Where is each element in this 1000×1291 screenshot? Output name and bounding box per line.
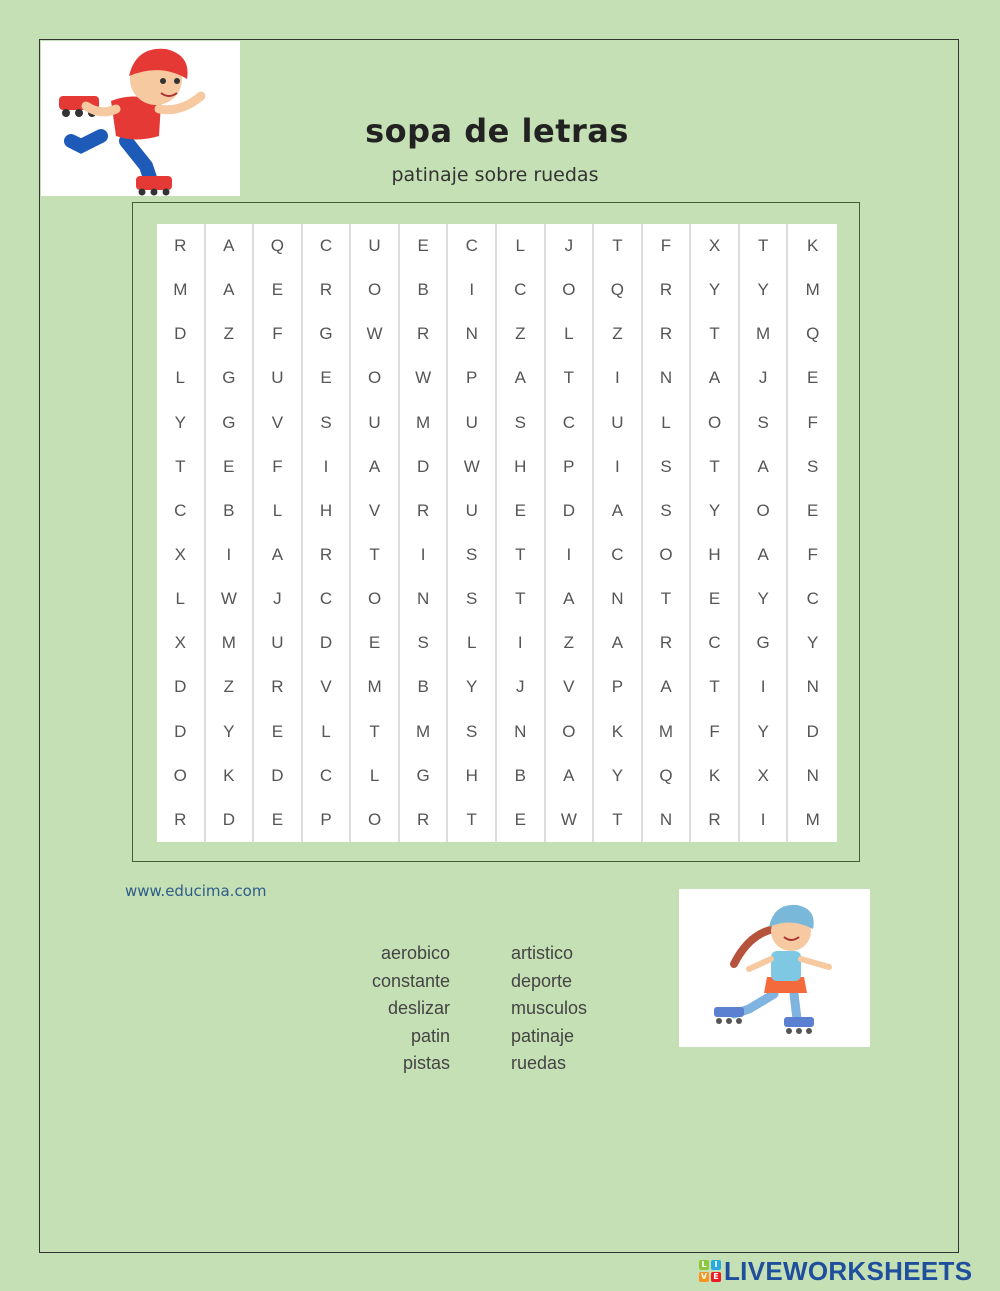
grid-cell[interactable]: R [303, 533, 352, 577]
word-item: patin [410, 1025, 450, 1046]
grid-cell[interactable]: T [497, 533, 546, 577]
grid-cell[interactable]: A [691, 356, 740, 400]
grid-cell[interactable]: F [643, 224, 692, 268]
grid-cell[interactable]: T [546, 356, 595, 400]
grid-cell[interactable]: R [643, 312, 692, 356]
grid-cell[interactable]: A [546, 754, 595, 798]
grid-cell[interactable]: R [643, 268, 692, 312]
grid-cell[interactable]: O [157, 754, 206, 798]
grid-cell[interactable]: S [448, 710, 497, 754]
logo-square: E [711, 1272, 721, 1282]
grid-cell[interactable]: I [546, 533, 595, 577]
grid-cell[interactable]: O [643, 533, 692, 577]
grid-cell[interactable]: N [643, 798, 692, 842]
grid-cell[interactable]: Q [806, 324, 820, 344]
grid-cell[interactable]: R [400, 489, 449, 533]
grid-cell[interactable]: Z [497, 312, 546, 356]
grid-cell[interactable]: S [400, 621, 449, 665]
grid-cell[interactable]: D [400, 445, 449, 489]
grid-cell[interactable]: M [206, 621, 255, 665]
grid-cell[interactable]: W [351, 312, 400, 356]
grid-cell[interactable]: M [740, 312, 789, 356]
grid-cell[interactable]: N [643, 356, 692, 400]
website-link[interactable]: www.educima.com [125, 882, 267, 900]
grid-cell[interactable]: E [807, 500, 819, 520]
grid-cell[interactable]: I [594, 445, 643, 489]
grid-cell[interactable]: O [351, 356, 400, 400]
grid-cell[interactable]: X [157, 621, 206, 665]
grid-cell[interactable]: P [303, 798, 352, 842]
grid-cell[interactable]: M [805, 809, 820, 829]
grid-cell[interactable]: A [497, 356, 546, 400]
grid-cell[interactable]: E [206, 445, 255, 489]
grid-cell[interactable]: G [740, 621, 789, 665]
brand-text: LIVEWORKSHEETS [724, 1255, 973, 1286]
grid-cell[interactable]: O [691, 401, 740, 445]
grid-cell[interactable]: K [594, 710, 643, 754]
grid-cell[interactable]: H [448, 754, 497, 798]
girl-skater-illustration [679, 889, 870, 1047]
grid-cell[interactable]: F [807, 412, 818, 432]
grid-cell[interactable]: C [157, 489, 206, 533]
grid-cell[interactable]: I [400, 533, 449, 577]
grid-cell[interactable]: M [400, 710, 449, 754]
grid-cell[interactable]: Q [643, 754, 692, 798]
grid-cell[interactable]: Y [740, 577, 789, 621]
grid-cell[interactable]: M [643, 710, 692, 754]
grid-cell[interactable]: X [157, 533, 206, 577]
grid-cell[interactable]: A [643, 665, 692, 709]
grid-cell[interactable]: C [303, 577, 352, 621]
grid-cell[interactable]: T [448, 798, 497, 842]
grid-cell[interactable]: L [497, 224, 546, 268]
grid-cell[interactable]: Y [206, 710, 255, 754]
grid-cell[interactable]: A [594, 621, 643, 665]
grid-cell[interactable]: C [448, 224, 497, 268]
grid-cell[interactable]: E [400, 224, 449, 268]
grid-cell[interactable]: W [206, 577, 255, 621]
grid-cell[interactable]: S [807, 456, 819, 476]
grid-cell[interactable]: P [594, 665, 643, 709]
grid-cell[interactable]: K [206, 754, 255, 798]
grid-cell[interactable]: U [254, 356, 303, 400]
grid-cell[interactable]: A [254, 533, 303, 577]
grid-cell[interactable]: A [594, 489, 643, 533]
grid-cell[interactable]: V [351, 489, 400, 533]
grid-cell[interactable]: R [400, 798, 449, 842]
grid-cell[interactable]: M [351, 665, 400, 709]
word-list-left [372, 940, 450, 1078]
grid-cell[interactable]: B [497, 754, 546, 798]
grid-cell[interactable]: T [691, 665, 740, 709]
grid-cell[interactable]: E [691, 577, 740, 621]
grid-cell[interactable]: G [303, 312, 352, 356]
grid-cell[interactable]: N [497, 710, 546, 754]
grid-cell[interactable]: S [740, 401, 789, 445]
grid-cell[interactable]: L [157, 577, 206, 621]
grid-cell[interactable]: C [303, 224, 352, 268]
logo-square: I [711, 1260, 721, 1270]
grid-cell[interactable]: T [691, 312, 740, 356]
grid-cell[interactable]: I [740, 665, 789, 709]
grid-cell[interactable]: I [303, 445, 352, 489]
grid-cell[interactable]: Y [740, 268, 789, 312]
grid-cell[interactable]: T [643, 577, 692, 621]
grid-cell[interactable]: A [206, 268, 255, 312]
grid-cell[interactable]: E [254, 268, 303, 312]
grid-cell[interactable]: A [206, 224, 255, 268]
grid-cell[interactable]: C [497, 268, 546, 312]
grid-cell[interactable]: J [497, 665, 546, 709]
grid-cell[interactable]: E [497, 489, 546, 533]
word-item: musculos [511, 998, 588, 1018]
grid-cell[interactable]: Y [807, 633, 819, 653]
grid-cell[interactable]: D [157, 312, 206, 356]
grid-cell[interactable]: R [157, 798, 206, 842]
grid-cell[interactable]: I [497, 621, 546, 665]
grid-cell[interactable]: G [206, 401, 255, 445]
grid-cell[interactable]: M [400, 401, 449, 445]
grid-cell[interactable]: O [351, 577, 400, 621]
grid-cell[interactable]: S [643, 489, 692, 533]
grid-cell[interactable]: U [448, 489, 497, 533]
grid-cell[interactable]: J [740, 356, 789, 400]
grid-cell[interactable]: C [806, 589, 819, 609]
logo-square: L [699, 1260, 709, 1270]
grid-cell[interactable]: H [303, 489, 352, 533]
grid-cell[interactable]: E [254, 710, 303, 754]
word-item: deslizar [387, 998, 450, 1018]
grid-cell[interactable]: S [448, 533, 497, 577]
grid-cell[interactable]: C [303, 754, 352, 798]
grid-cell[interactable]: T [740, 224, 789, 268]
grid-cell[interactable]: J [254, 577, 303, 621]
grid-cell[interactable]: D [157, 665, 206, 709]
grid-cell[interactable]: P [546, 445, 595, 489]
grid-cell[interactable]: D [806, 721, 819, 741]
grid-cell[interactable]: F [807, 545, 818, 565]
grid-cell[interactable]: R [303, 268, 352, 312]
grid-cell[interactable]: A [351, 445, 400, 489]
page-subtitle: patinaje sobre ruedas [391, 164, 599, 186]
grid-cell[interactable]: N [448, 312, 497, 356]
grid-cell[interactable]: A [740, 533, 789, 577]
grid-cell[interactable]: E [303, 356, 352, 400]
grid-cell[interactable]: F [254, 312, 303, 356]
grid-cell[interactable]: O [351, 798, 400, 842]
grid-cell[interactable]: C [594, 533, 643, 577]
grid-cell[interactable]: Y [740, 710, 789, 754]
grid-cell[interactable]: M [157, 268, 206, 312]
grid-cell[interactable]: X [740, 754, 789, 798]
page-title: sopa de letras [365, 112, 629, 150]
grid-cell[interactable]: G [400, 754, 449, 798]
grid-cell[interactable]: R [157, 224, 206, 268]
grid-cell[interactable]: S [643, 445, 692, 489]
word-item: constante [371, 970, 450, 991]
grid-cell[interactable]: F [691, 710, 740, 754]
grid-cell[interactable]: W [448, 445, 497, 489]
grid-cell[interactable]: D [206, 798, 255, 842]
word-item: aerobico [380, 943, 450, 963]
grid-cell[interactable]: B [400, 665, 449, 709]
grid-cell[interactable]: D [157, 710, 206, 754]
grid-cell[interactable]: O [740, 489, 789, 533]
grid-cell[interactable]: Z [206, 312, 255, 356]
grid-cell[interactable]: Q [254, 224, 303, 268]
grid-cell[interactable]: R [691, 798, 740, 842]
girl-skater-image [679, 889, 870, 1047]
grid-cell[interactable]: A [740, 445, 789, 489]
grid-cell[interactable]: N [806, 677, 819, 697]
grid-cell[interactable]: A [546, 577, 595, 621]
liveworksheets-logo-icon [699, 1260, 721, 1282]
grid-cell[interactable]: U [594, 401, 643, 445]
grid-cell[interactable]: L [157, 356, 206, 400]
grid-cell[interactable]: G [206, 356, 255, 400]
word-item: artistico [511, 943, 574, 963]
grid-cell[interactable]: B [206, 489, 255, 533]
grid-cell[interactable]: T [351, 710, 400, 754]
grid-cell[interactable]: H [691, 533, 740, 577]
grid-cell[interactable]: N [806, 765, 819, 785]
grid-cell[interactable]: T [157, 445, 206, 489]
word-item: pistas [402, 1053, 450, 1073]
grid-cell[interactable]: L [448, 621, 497, 665]
grid-cell[interactable]: S [303, 401, 352, 445]
grid-cell[interactable]: D [546, 489, 595, 533]
grid-cell[interactable]: M [805, 280, 820, 300]
grid-cell[interactable]: S [448, 577, 497, 621]
word-search-grid[interactable] [157, 224, 837, 842]
grid-cell[interactable]: V [303, 665, 352, 709]
grid-cell[interactable]: L [303, 710, 352, 754]
grid-cell[interactable]: O [546, 710, 595, 754]
grid-cell[interactable]: R [254, 665, 303, 709]
grid-cell[interactable]: I [594, 356, 643, 400]
grid-cell[interactable]: E [497, 798, 546, 842]
grid-cell[interactable]: V [546, 665, 595, 709]
grid-cell[interactable]: L [351, 754, 400, 798]
grid-cell[interactable]: K [807, 236, 819, 256]
grid-cell[interactable]: D [254, 754, 303, 798]
grid-cell[interactable]: U [254, 621, 303, 665]
grid-cell[interactable]: T [351, 533, 400, 577]
grid-cell[interactable]: Y [594, 754, 643, 798]
grid-cell[interactable]: Y [691, 489, 740, 533]
grid-cell[interactable]: F [254, 445, 303, 489]
grid-cell[interactable]: N [594, 577, 643, 621]
grid-cell[interactable]: U [351, 224, 400, 268]
grid-cell[interactable]: T [497, 577, 546, 621]
grid-cell[interactable]: S [497, 401, 546, 445]
grid-cell[interactable]: E [807, 368, 819, 388]
grid-cell[interactable]: E [254, 798, 303, 842]
grid-cell[interactable]: K [691, 754, 740, 798]
liveworksheets-brand[interactable] [699, 1256, 972, 1286]
grid-cell[interactable]: H [497, 445, 546, 489]
word-item: patinaje [511, 1025, 575, 1046]
grid-cell[interactable]: V [254, 401, 303, 445]
word-item: deporte [511, 970, 573, 991]
word-item: ruedas [511, 1053, 567, 1073]
grid-cell[interactable]: I [740, 798, 789, 842]
grid-cell[interactable]: Z [546, 621, 595, 665]
grid-cell[interactable]: T [691, 445, 740, 489]
grid-cell[interactable]: Y [691, 268, 740, 312]
grid-cell[interactable]: D [303, 621, 352, 665]
grid-cell[interactable]: C [691, 621, 740, 665]
grid-cell[interactable]: Z [594, 312, 643, 356]
grid-cell[interactable]: U [351, 401, 400, 445]
grid-cell[interactable]: I [206, 533, 255, 577]
grid-cell[interactable]: P [448, 356, 497, 400]
grid-cell[interactable]: T [594, 798, 643, 842]
grid-cell[interactable]: R [400, 312, 449, 356]
logo-square: V [700, 1272, 708, 1281]
grid-cell[interactable]: C [546, 401, 595, 445]
grid-cell[interactable]: L [643, 401, 692, 445]
grid-cell[interactable]: O [351, 268, 400, 312]
grid-cell[interactable]: I [448, 268, 497, 312]
grid-cell[interactable]: Z [206, 665, 255, 709]
word-list-right [511, 940, 587, 1078]
grid-cell[interactable]: T [594, 224, 643, 268]
grid-cell[interactable]: O [546, 268, 595, 312]
grid-cell[interactable]: Y [157, 401, 206, 445]
grid-cell[interactable]: U [448, 401, 497, 445]
grid-cell[interactable]: Y [448, 665, 497, 709]
grid-cell[interactable]: N [400, 577, 449, 621]
grid-cell[interactable]: L [254, 489, 303, 533]
grid-cell[interactable]: L [546, 312, 595, 356]
grid-cell[interactable]: B [400, 268, 449, 312]
grid-cell[interactable]: Q [594, 268, 643, 312]
grid-cell[interactable]: E [351, 621, 400, 665]
grid-cell[interactable]: R [643, 621, 692, 665]
grid-cell[interactable]: J [546, 224, 595, 268]
grid-cell[interactable]: X [691, 224, 740, 268]
grid-cell[interactable]: W [546, 798, 595, 842]
grid-cell[interactable]: W [400, 356, 449, 400]
